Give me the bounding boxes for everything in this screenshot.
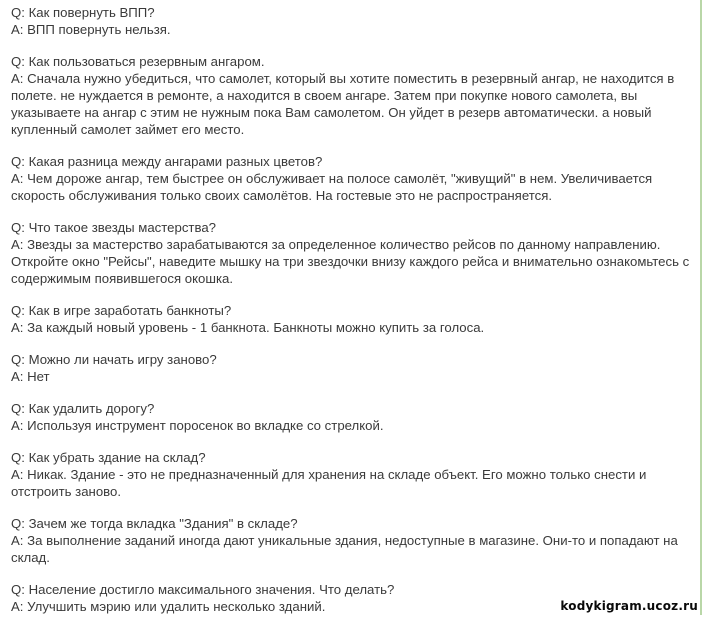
faq-item	[11, 449, 691, 500]
faq-answer: А: ВПП повернуть нельзя.	[11, 22, 171, 37]
faq-item	[11, 515, 691, 566]
faq-answer: А: За выполнение заданий иногда дают уникальные здания, недоступные в магазине. Они-то и попадают на склад.	[11, 533, 678, 565]
faq-item	[11, 302, 691, 336]
faq-question: Q: Что такое звезды мастерства?	[11, 220, 216, 235]
faq-answer: А: За каждый новый уровень - 1 банкнота. Банкноты можно купить за голоса.	[11, 320, 485, 335]
faq-question: Q: Зачем же тогда вкладка "Здания" в складе?	[11, 516, 298, 531]
faq-item	[11, 153, 691, 204]
faq-answer: А: Никак. Здание - это не предназначенный для хранения на складе объект. Его можно только снести и отстроить заново.	[11, 467, 647, 499]
faq-item	[11, 53, 691, 138]
faq-answer: А: Чем дороже ангар, тем быстрее он обслуживает на полосе самолёт, "живущий" в нем. Увеличивается скорость обслуживания только своих самолётов. На гостевые это не распространяется.	[11, 171, 653, 203]
faq-list	[11, 4, 691, 630]
faq-answer: А: Звезды за мастерство зарабатываются за определенное количество рейсов по данному направлению. Откройте окно "Рейсы", наведите мышку на три звездочки внизу каждого рейса и внимательно ознакомьтесь с содержимым появившегося окошка.	[11, 237, 690, 286]
faq-item	[11, 4, 691, 38]
faq-question: Q: Как повернуть ВПП?	[11, 5, 155, 20]
faq-question: Q: Население достигло максимального значения. Что делать?	[11, 582, 395, 597]
watermark: kodykigram.ucoz.ru	[560, 599, 698, 613]
faq-question: Q: Как в игре заработать банкноты?	[11, 303, 232, 318]
faq-answer: А: Сначала нужно убедиться, что самолет, который вы хотите поместить в резервный ангар, не находится в полете. не нуждается в ремонте, а находится в своем ангаре. Затем при покупке нового самолета, вы указываете на ангар с этим не нужным пока Вам самолетом. Он уйдет в резерв автоматически. а новый купленный самолет займет его место.	[11, 71, 675, 137]
faq-answer: А: Нет	[11, 369, 50, 384]
faq-question: Q: Как убрать здание на склад?	[11, 450, 206, 465]
faq-question: Q: Как удалить дорогу?	[11, 401, 155, 416]
faq-question: Q: Какая разница между ангарами разных цветов?	[11, 154, 323, 169]
faq-item	[11, 400, 691, 434]
faq-answer: А: Используя инструмент поросенок во вкладке со стрелкой.	[11, 418, 384, 433]
faq-answer: А: Улучшить мэрию или удалить несколько зданий.	[11, 599, 326, 614]
faq-item	[11, 219, 691, 287]
faq-question: Q: Как пользоваться резервным ангаром.	[11, 54, 265, 69]
faq-question: Q: Можно ли начать игру заново?	[11, 352, 217, 367]
faq-item	[11, 351, 691, 385]
